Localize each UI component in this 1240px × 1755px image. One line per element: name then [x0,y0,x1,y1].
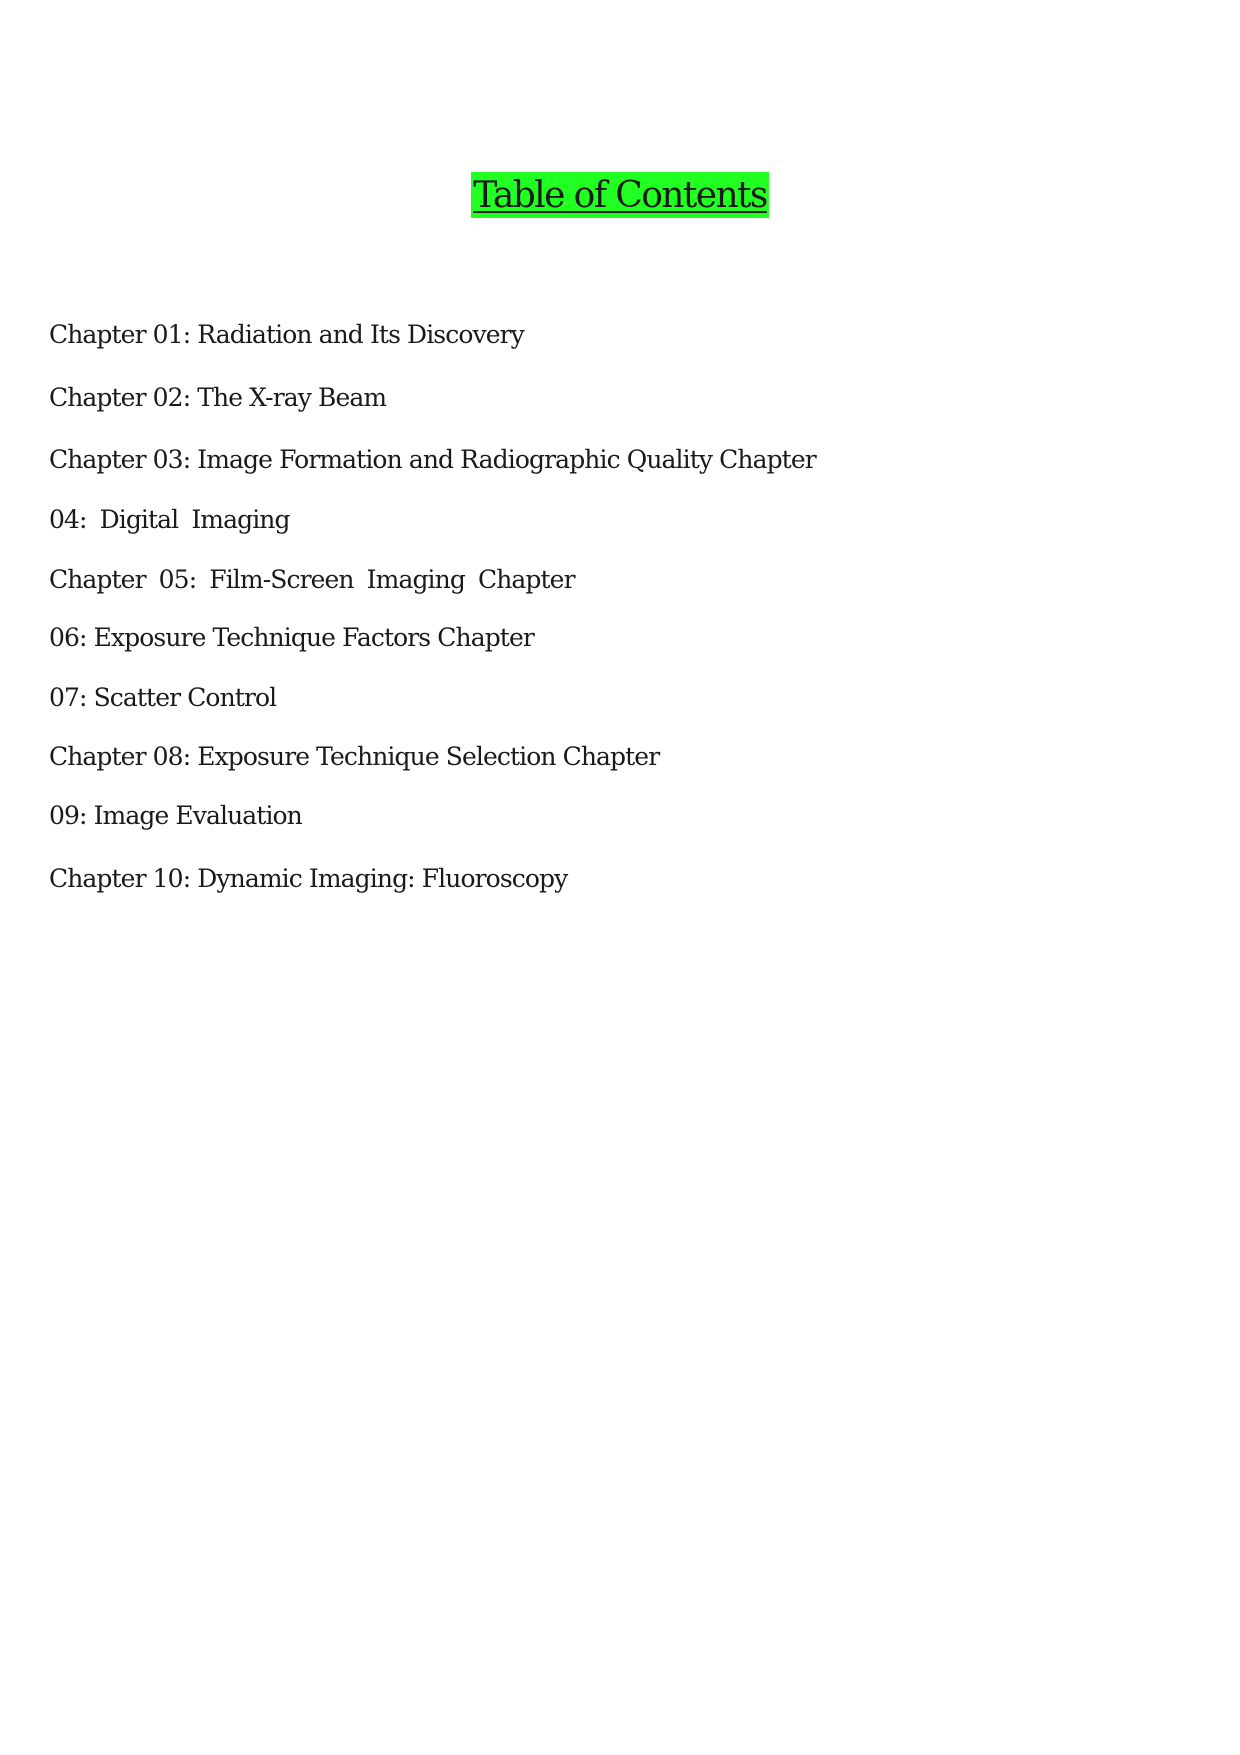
toc-line: 04: Digital Imaging [49,505,290,534]
page-title-text: Table of Contents [471,172,769,218]
toc-line: Chapter 10: Dynamic Imaging: Fluoroscopy [49,864,568,893]
page-title [0,172,1240,218]
toc-line: 07: Scatter Control [49,683,277,712]
toc-line: Chapter 01: Radiation and Its Discovery [49,320,524,349]
toc-line: Chapter 05: Film-Screen Imaging Chapter [49,565,575,594]
toc-line: Chapter 03: Image Formation and Radiographic Quality Chapter [49,445,816,474]
toc-line: 09: Image Evaluation [49,801,302,830]
toc-line: Chapter 08: Exposure Technique Selection Chapter [49,742,660,771]
toc-line: Chapter 02: The X-ray Beam [49,383,387,412]
toc-line: 06: Exposure Technique Factors Chapter [49,623,534,652]
